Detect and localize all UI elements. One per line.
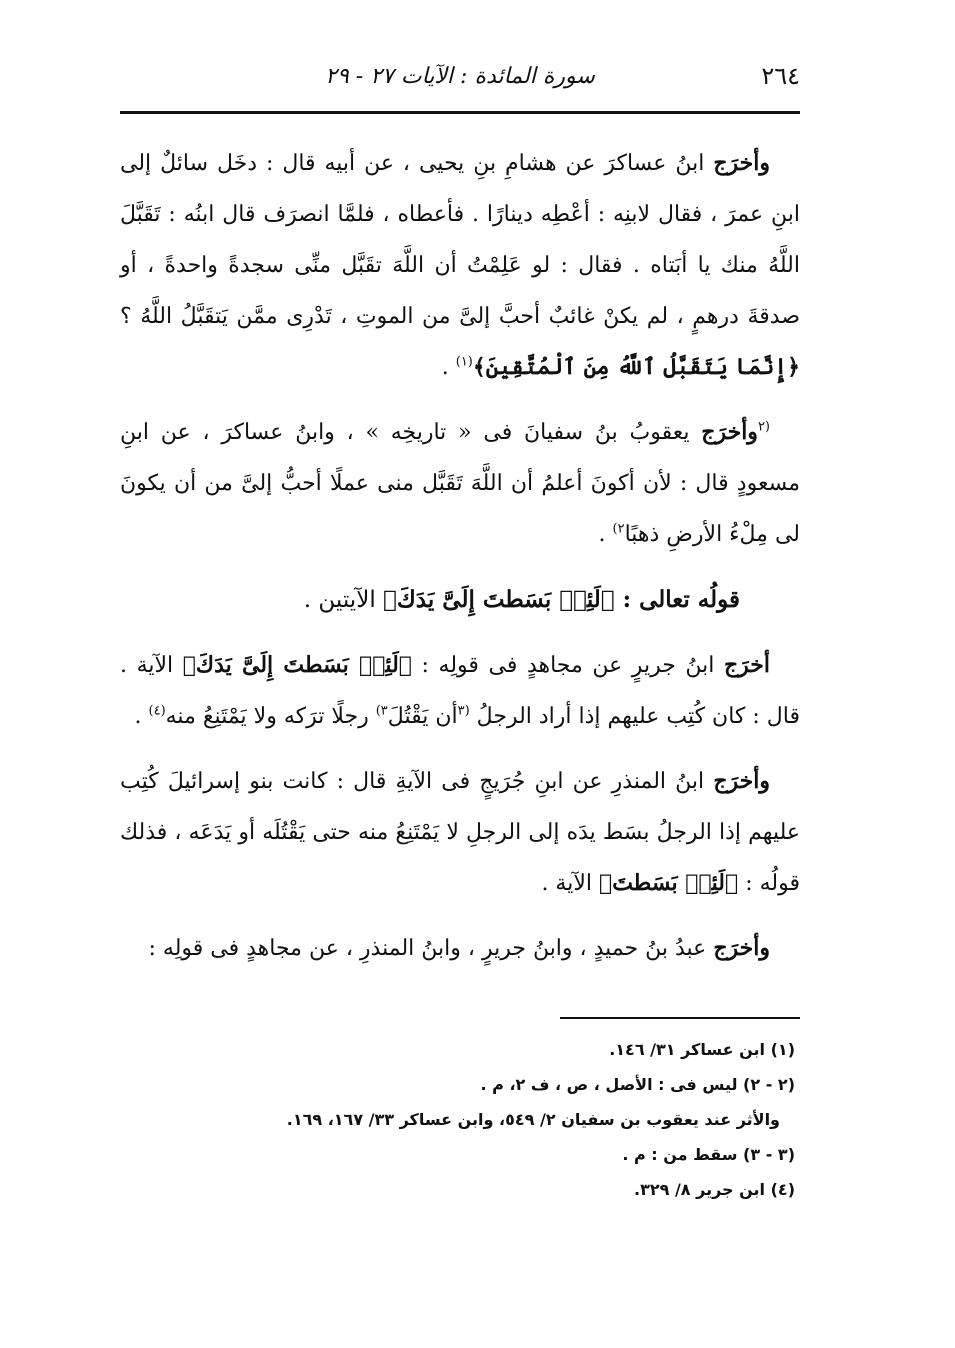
- footnote-ref: (١): [455, 354, 473, 370]
- footnote-ref-open: (٣: [457, 703, 470, 719]
- footnotes: [120, 1032, 800, 1207]
- page-number: ٢٦٤: [761, 62, 800, 90]
- paragraph-4: [120, 640, 800, 742]
- heading-lead: قولُه تعالى :: [622, 586, 740, 613]
- paragraph-text: يعقوبُ بنُ سفيانَ فى « تاريخِه » ، وابنُ عساكرَ ، عن ابنِ مسعودٍ قال : لأن أكونَ أعلمُ أن اللَّهَ تَقَبَّل منى عملًا أحبُّ إلىَّ من أن يكونَ لى مِلْءُ الأرضِ ذهبًا: [120, 420, 800, 547]
- paragraph-lead: أخرَج: [723, 652, 771, 678]
- body-text: [120, 138, 800, 988]
- verse-heading: [120, 574, 800, 626]
- paragraph-lead: وأخرَج: [701, 419, 758, 445]
- header-rule: [120, 111, 800, 114]
- paragraph-text: ابنُ المنذرِ عن ابنِ جُرَيجٍ فى الآيةِ قال : كانت بنو إسرائيلَ كُتِب عليهم إذا الرجلُ بسَط يدَه إلى الرجلِ لا يَمْتَنِعُ منه حتى يَقْتُلَه أو يَدَعَه ، فذلك قولُه :: [120, 769, 800, 896]
- footnote-ref-close: ٣): [375, 703, 388, 719]
- footnote-3: (٣ - ٣) سقط من : م .: [622, 1145, 795, 1164]
- paragraph-end: .: [598, 522, 613, 547]
- quran-verse: ﴿لَئِنۢ بَسَطتَ إِلَىَّ يَدَكَ﴾: [383, 586, 623, 613]
- paragraph-text: ابنُ جريرٍ عن مجاهدٍ فى قولِه :: [411, 653, 724, 678]
- paragraph-text: عبدُ بنُ حميدٍ ، وابنُ جريرٍ ، وابنُ المنذرِ ، عن مجاهدٍ فى قولِه :: [148, 936, 714, 961]
- paragraph-end: .: [134, 704, 149, 729]
- footnote-rule: [560, 1017, 800, 1019]
- footnote-ref: (٤): [148, 703, 166, 719]
- header-title: سورة المائدة : الآيات ٢٧ - ٢٩: [325, 64, 595, 89]
- paragraph-text: الآية . قال : كان كُتِب عليهم إذا أراد الرجلُ: [120, 653, 800, 729]
- footnote-2-continuation: والأثر عند يعقوب بن سفيان ٢/ ٥٤٩، وابن عساكر ٣٣/ ١٦٧، ١٦٩.: [286, 1110, 780, 1129]
- heading-text: الآيتين .: [303, 587, 384, 613]
- paragraph-1: [120, 138, 800, 393]
- paragraph-2: [120, 407, 800, 560]
- footnote-4: (٤) ابن جرير ٨/ ٣٢٩.: [634, 1180, 795, 1199]
- paragraph-text: أن يَقْتُلَ: [387, 704, 458, 729]
- footnote-1: (١) ابن عساكر ٣١/ ١٤٦.: [609, 1040, 795, 1059]
- paragraph-5: [120, 756, 800, 909]
- footnote-ref-open: (٢: [757, 419, 770, 435]
- running-header: [120, 62, 800, 102]
- paragraph-lead: وأخرَج: [713, 768, 770, 794]
- paragraph-lead: وأخرَج: [713, 935, 770, 961]
- paragraph-end: .: [441, 355, 456, 380]
- quran-verse: ﴿لَئِنۢ بَسَطتَ﴾: [599, 870, 739, 896]
- paragraph-text: ابنُ عساكرَ عن هشامِ بنِ يحيى ، عن أبيه قال : دخَل سائلٌ إلى ابنِ عمرَ ، فقال لابنِه : أعْطِه دينارًا . فأعطاه ، فلمَّا انصرَف قال ابنُه : تَقَبَّلَ اللَّهُ منك يا أبَتاه . فقال : لو عَلِمْتُ أن اللَّهَ تقَبَّل منِّى سجدةً واحدةً ، أو صدقةَ درهمٍ ، لم يكنْ غائبٌ أحبَّ إلىَّ من الموتِ ، تَدْرِى ممَّن يَتقَبَّلُ اللَّهُ ؟: [120, 151, 800, 329]
- paragraph-end: الآية .: [541, 871, 599, 896]
- paragraph-lead: وأخرَج: [713, 150, 770, 176]
- quran-verse: ﴿لَئِنۢ بَسَطتَ إِلَىَّ يَدَكَ﴾: [182, 652, 412, 678]
- footnote-ref-close: ٢): [612, 521, 625, 537]
- quran-verse: ﴿إِنَّمَا يَتَقَبَّلُ ٱللَّهُ مِنَ ٱلْمُتَّقِينَ﴾: [472, 354, 800, 380]
- paragraph-6: [120, 923, 800, 974]
- paragraph-text: رجلًا ترَكه ولا يَمْتَنِعُ منه: [165, 704, 376, 729]
- footnote-2: (٢ - ٢) ليس فى : الأصل ، ص ، ف ٢، م .: [480, 1075, 795, 1094]
